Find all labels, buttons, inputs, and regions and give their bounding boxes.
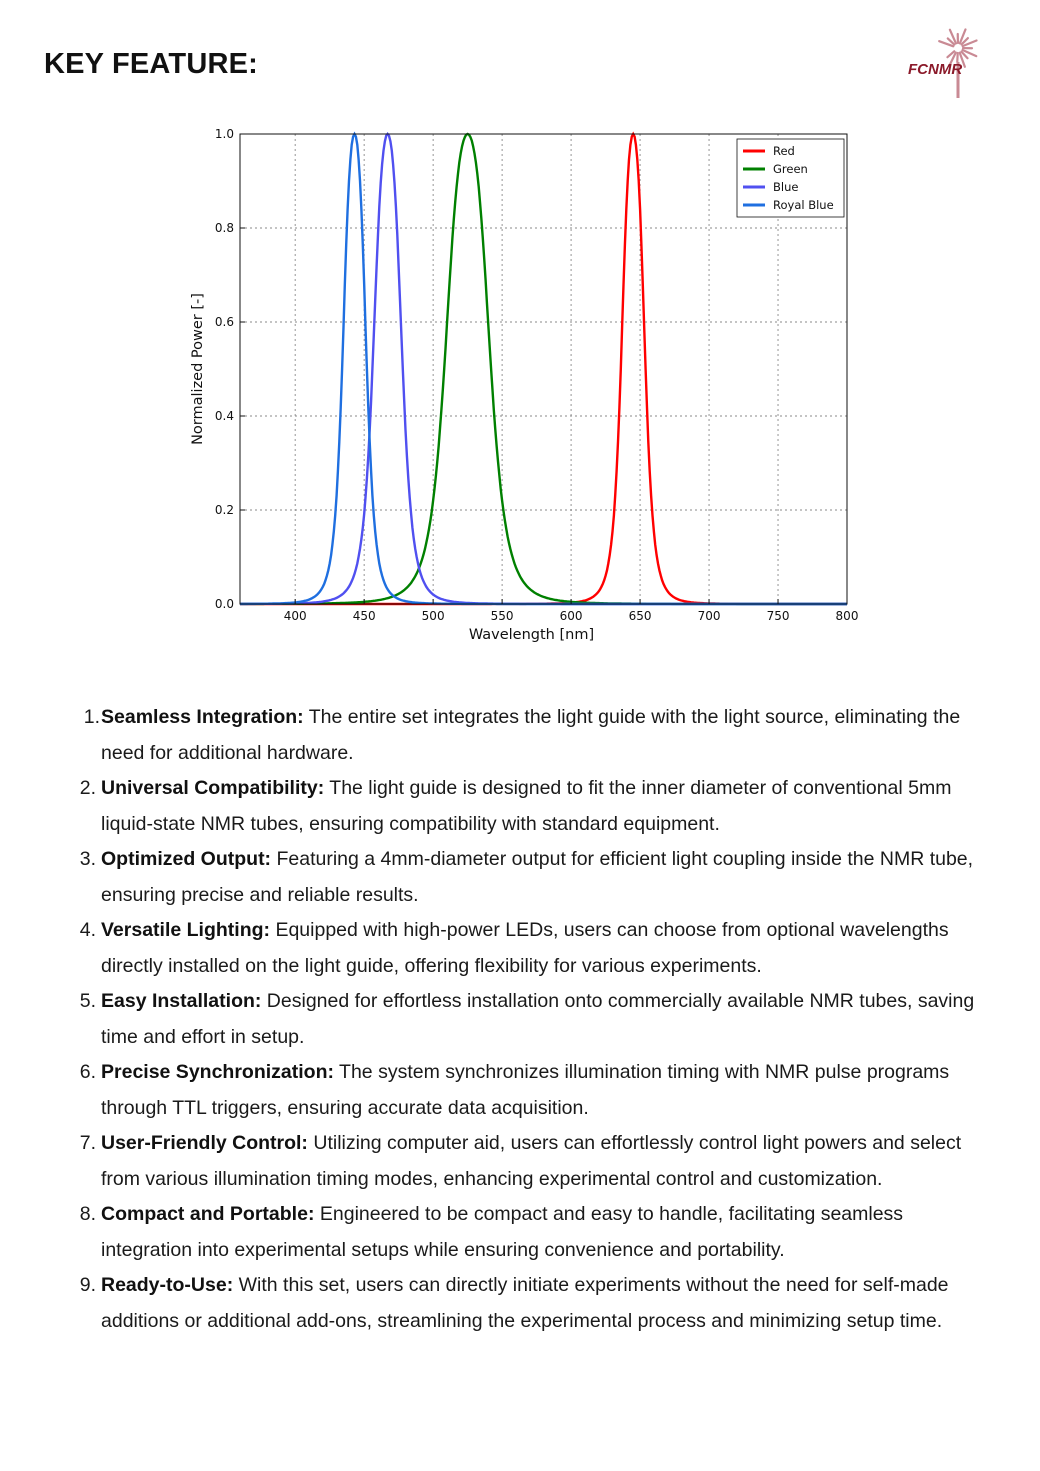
feature-title: Compact and Portable: xyxy=(101,1203,315,1225)
feature-title: Precise Synchronization: xyxy=(101,1061,334,1083)
spectrum-chart xyxy=(180,120,870,660)
feature-number: 9. xyxy=(79,1274,96,1296)
logo-graphic xyxy=(900,26,992,102)
x-tick-label: 750 xyxy=(766,609,790,623)
x-tick-label: 600 xyxy=(559,609,583,623)
feature-text: Designed for effortless installation onto commercially available NMR tubes, saving time and effort in setup. xyxy=(101,990,975,1048)
y-tick-label: 1.0 xyxy=(214,127,234,141)
feature-item xyxy=(80,842,980,913)
x-tick-label: 400 xyxy=(283,609,307,623)
feature-text: The system synchronizes illumination timing with NMR pulse programs through TTL triggers, ensuring accurate data acquisition. xyxy=(101,1061,950,1119)
feature-text: With this set, users can directly initiate experiments without the need for self-made additions or additional add-ons, streamlining the experimental process and minimizing setup time. xyxy=(101,1274,949,1332)
feature-item xyxy=(80,913,980,984)
feature-text: The light guide is designed to fit the inner diameter of conventional 5mm liquid-state NMR tubes, ensuring compatibility with standard equipment. xyxy=(101,777,952,835)
y-tick-label: 0.6 xyxy=(214,315,234,329)
feature-number: 4. xyxy=(79,919,96,941)
feature-text: Utilizing computer aid, users can effortlessly control light powers and select from various illumination timing modes, enhancing experimental control and customization. xyxy=(101,1132,962,1190)
feature-title: Universal Compatibility: xyxy=(101,777,325,799)
legend-label: Blue xyxy=(773,180,799,194)
feature-number: 5. xyxy=(79,990,96,1012)
fcnmr-logo xyxy=(900,26,992,102)
feature-text: Equipped with high-power LEDs, users can choose from optional wavelengths directly installed on the light guide, offering flexibility for various experiments. xyxy=(101,919,949,977)
y-axis-label: Normalized Power [-] xyxy=(190,293,206,445)
feature-item xyxy=(80,1055,980,1126)
feature-title: Ready-to-Use: xyxy=(101,1274,234,1296)
feature-number: 2. xyxy=(79,777,96,799)
x-tick-label: 800 xyxy=(835,609,859,623)
feature-item xyxy=(80,1197,980,1268)
feature-item xyxy=(80,1126,980,1197)
legend-label: Red xyxy=(773,144,795,158)
feature-number: 7. xyxy=(79,1132,96,1154)
legend xyxy=(737,139,844,217)
feature-title: User-Friendly Control: xyxy=(101,1132,308,1154)
feature-item xyxy=(80,1268,980,1339)
logo-text: FCNMR xyxy=(908,61,963,78)
y-tick-label: 0.4 xyxy=(214,409,234,423)
feature-title: Versatile Lighting: xyxy=(101,919,271,941)
feature-text: Featuring a 4mm-diameter output for efficient light coupling inside the NMR tube, ensuring precise and reliable results. xyxy=(101,848,974,906)
feature-number: 6. xyxy=(79,1061,96,1083)
feature-title: Easy Installation: xyxy=(101,990,262,1012)
feature-title: Seamless Integration: xyxy=(101,706,304,728)
feature-number: 8. xyxy=(79,1203,96,1225)
feature-item xyxy=(80,984,980,1055)
x-axis-label: Wavelength [nm] xyxy=(468,627,595,643)
feature-number: 1. xyxy=(83,706,100,728)
chart-svg xyxy=(180,120,870,660)
legend-label: Green xyxy=(773,162,808,176)
feature-list xyxy=(80,700,980,1339)
feature-item xyxy=(80,700,980,771)
legend-label: Royal Blue xyxy=(773,198,834,212)
x-tick-label: 450 xyxy=(352,609,376,623)
x-tick-label: 700 xyxy=(697,609,721,623)
feature-number: 3. xyxy=(79,848,96,870)
feature-text: Engineered to be compact and easy to handle, facilitating seamless integration into experimental setups while ensuring convenience and portability. xyxy=(101,1203,904,1261)
y-tick-label: 0.2 xyxy=(214,503,234,517)
y-tick-label: 0.8 xyxy=(214,221,234,235)
x-tick-label: 500 xyxy=(421,609,445,623)
page-title: KEY FEATURE: xyxy=(44,48,259,80)
feature-item xyxy=(80,771,980,842)
feature-title: Optimized Output: xyxy=(101,848,272,870)
feature-text: The entire set integrates the light guide with the light source, eliminating the need for additional hardware. xyxy=(101,706,961,764)
y-tick-label: 0.0 xyxy=(214,597,234,611)
x-tick-label: 550 xyxy=(490,609,514,623)
x-tick-label: 650 xyxy=(628,609,652,623)
